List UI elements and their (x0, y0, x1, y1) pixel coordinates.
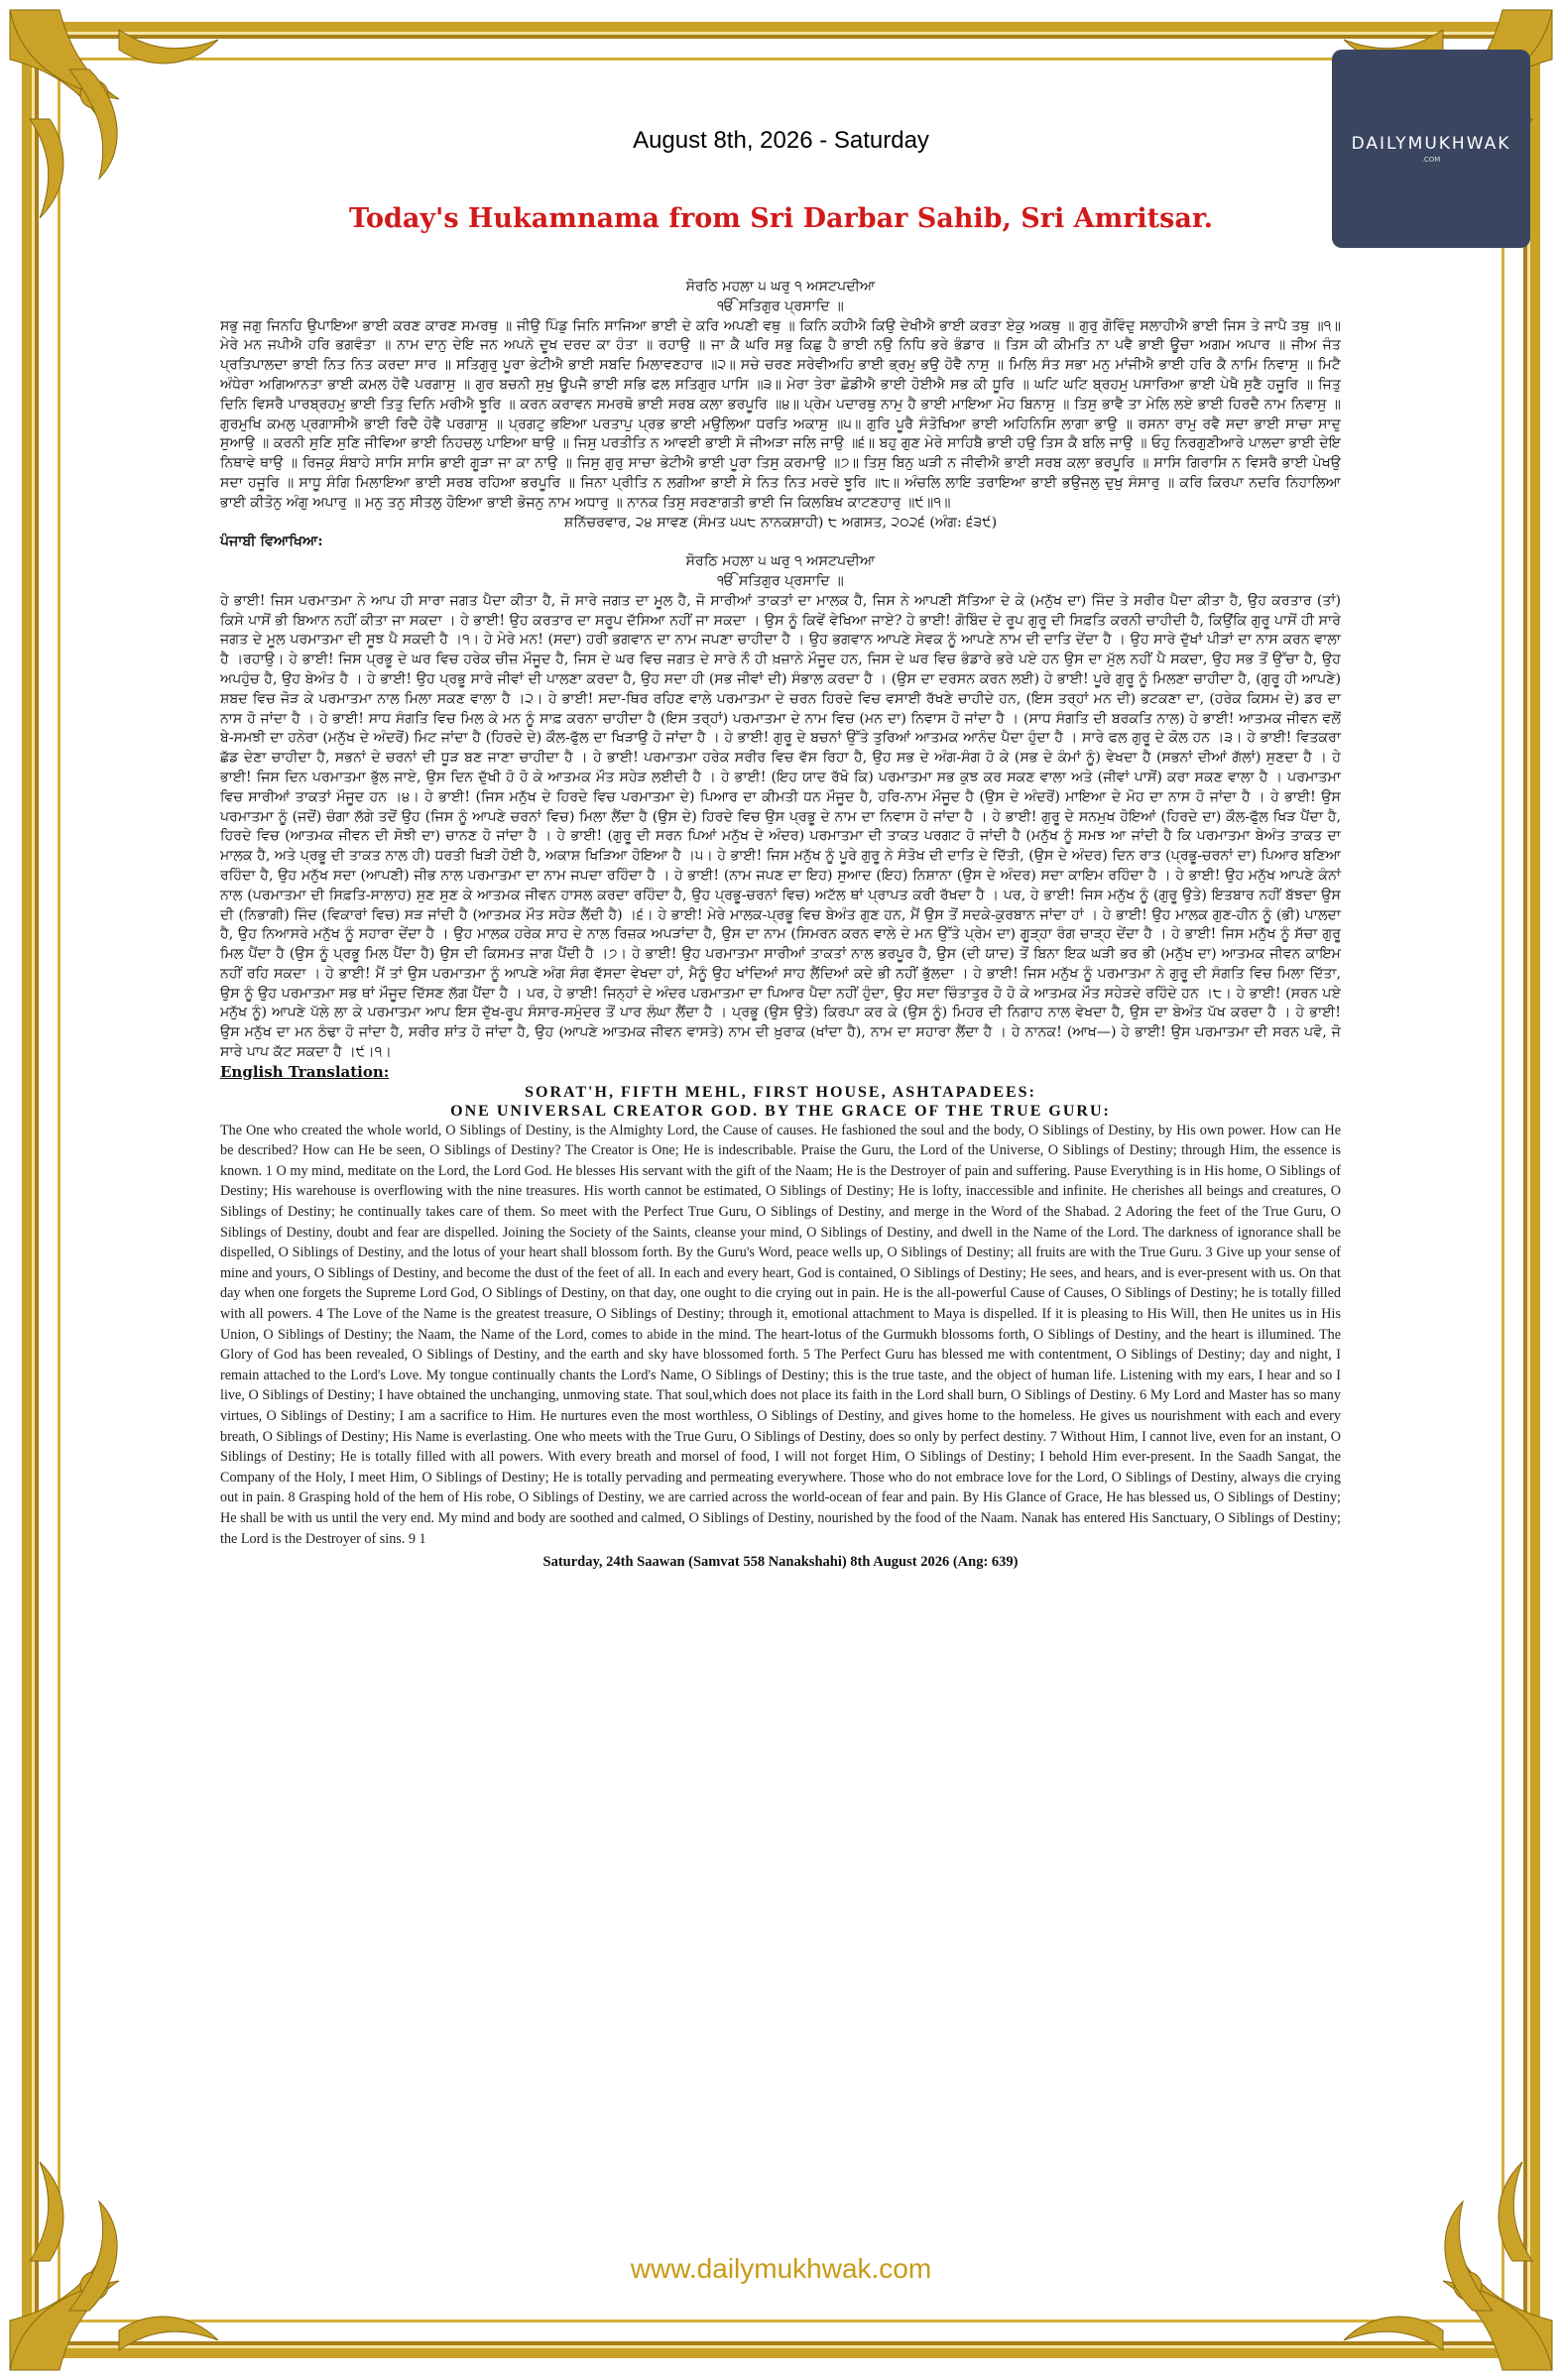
english-translation-text: The One who created the whole world, O Siblings of Destiny, is the Almighty Lord, the Cause of causes. He fashioned the soul and the body, O Siblings of Destiny, by His own power. How can He be described? How can He be seen, O Siblings of Destiny? The Creator is One; He is indescribable. Praise the Guru, the Lord of the Universe, O Siblings of Destiny; through Him, the essence is known. 1 O my mind, meditate on the Lord, the Lord God. He blesses His servant with the gift of the Naam; He is the Destroyer of pain and suffering. Pause Everything is in His home, O Siblings of Destiny; His warehouse is overflowing with the nine treasures. His worth cannot be estimated, O Siblings of Destiny; He is lofty, inaccessible and infinite. He cherishes all beings and creatures, O Siblings of Destiny; he continually takes care of them. So meet with the Perfect True Guru, O Siblings of Destiny, and merge in the Word of the Shabad. 2 Adoring the feet of the True Guru, O Siblings of Destiny, doubt and fear are dispelled. Joining the Society of the Saints, cleanse your mind, O Siblings of Destiny, and dwell in the Name of the Lord. The darkness of ignorance shall be dispelled, O Siblings of Destiny, and the lotus of your heart shall blossom forth. By the Guru's Word, peace wells up, O Siblings of Destiny; all fruits are with the True Guru. 3 Give up your sense of mine and yours, O Siblings of Destiny, and become the dust of the feet of all. In each and every heart, God is contained, O Siblings of Destiny; He sees, and hears, and is ever-present with us. On that day when one forgets the Supreme Lord God, O Siblings of Destiny, on that day, one ought to die crying out in pain. He is the all-powerful Cause of Causes, O Siblings of Destiny; he is totally filled with all powers. 4 The Love of the Name is the greatest treasure, O Siblings of Destiny; through it, emotional attachment to Maya is dispelled. If it is pleasing to His Will, then He unites us in His Union, O Siblings of Destiny; the Naam, the Name of the Lord, comes to abide in the mind. The heart-lotus of the Gurmukh blossoms forth, O Siblings of Destiny, and the heart is illumined. The Glory of God has been revealed, O Siblings of Destiny, and the earth and sky have blossomed forth. 5 The Perfect Guru has blessed me with contentment, O Siblings of Destiny; day and night, I remain attached to the Lord's Love. My tongue continually chants the Lord's Name, O Siblings of Destiny; this is the true taste, and the object of human life. Listening with my ears, I hear and so I live, O Siblings of Destiny; I have obtained the unchanging, unmoving state. That soul,which does not place its faith in the Lord shall burn, O Siblings of Destiny. 6 My Lord and Master has so many virtues, O Siblings of Destiny; I am a sacrifice to Him. He nurtures even the most worthless, O Siblings of Destiny, and gives home to the homeless. He gives us nourishment with each and every breath, O Siblings of Destiny; His Name is everlasting. One who meets with the True Guru, O Siblings of Destiny, does so only by perfect destiny. 7 Without Him, I cannot live, even for an instant, O Siblings of Destiny; He is totally filled with all powers. With every breath and morsel of food, I will not forget Him, O Siblings of Destiny; I behold Him ever-present. In the Saadh Sangat, the Company of the Holy, I meet Him, O Siblings of Destiny; He is totally pervading and permeating everywhere. Those who do not embrace love for the Lord, O Siblings of Destiny, always die crying out in pain. 8 Grasping hold of the hem of His robe, O Siblings of Destiny, we are carried across the world-ocean of fear and pain. By His Glance of Grace, He has blessed us, O Siblings of Destiny; He shall be with us until the very end. My mind and body are soothed and calmed, O Siblings of Destiny, nourished by the food of the Naam. Nanak has entered His Sanctuary, O Siblings of Destiny; the Lord is the Destroyer of sins. 9 1 (220, 1122, 1341, 1547)
page-title: Today's Hukamnama from Sri Darbar Sahib, Sri Amritsar. (348, 203, 1213, 234)
page-date: August 8th, 2026 - Saturday (633, 127, 929, 154)
punjabi-mool-mantar: ੴ ਸਤਿਗੁਰ ਪ੍ਰਸਾਦਿ ॥ (717, 572, 844, 589)
gurbani-date-line: ਸ਼ਨਿੱਚਰਵਾਰ, ੨੪ ਸਾਵਣ (ਸੰਮਤ ੫੫੮ ਨਾਨਕਸ਼ਾਹੀ) ੮ ਅਗਸਤ, ੨੦੨੬ (ਅੰਗ: ੬੩੯) (563, 514, 998, 531)
english-section-label: English Translation: (220, 1062, 390, 1081)
gurbani-mool-mantar: ੴ ਸਤਿਗੁਰ ਪ੍ਰਸਾਦਿ ॥ (717, 298, 844, 314)
punjabi-heading: ਸੋਰਠਿ ਮਹਲਾ ੫ ਘਰੁ ੧ ਅਸਟਪਦੀਆ (685, 553, 876, 570)
hukamnama-content (220, 278, 1341, 1573)
punjabi-vyakhya-text: ਹੇ ਭਾਈ! ਜਿਸ ਪਰਮਾਤਮਾ ਨੇ ਆਪ ਹੀ ਸਾਰਾ ਜਗਤ ਪੈਦਾ ਕੀਤਾ ਹੈ, ਜੋ ਸਾਰੇ ਜਗਤ ਦਾ ਮੂਲ ਹੈ, ਜੋ ਸਾਰੀਆਂ ਤਾਕਤਾਂ ਦਾ ਮਾਲਕ ਹੈ, ਜਿਸ ਨੇ ਆਪਣੀ ਸੱਤਿਆ ਦੇ ਕੇ (ਮਨੁੱਖ ਦਾ) ਜਿੰਦ ਤੇ ਸਰੀਰ ਪੈਦਾ ਕੀਤਾ ਹੈ, ਉਹ ਕਰਤਾਰ (ਤਾਂ) ਕਿਸੇ ਪਾਸੋਂ ਭੀ ਬਿਆਨ ਨਹੀਂ ਕੀਤਾ ਜਾ ਸਕਦਾ । ਹੇ ਭਾਈ! ਉਹ ਕਰਤਾਰ ਦਾ ਸਰੂਪ ਦੱਸਿਆ ਨਹੀਂ ਜਾ ਸਕਦਾ । ਉਸ ਨੂੰ ਕਿਵੇਂ ਵੇਖਿਆ ਜਾਏ? ਹੇ ਭਾਈ! ਗੋਬਿੰਦ ਦੇ ਰੂਪ ਗੁਰੂ ਦੀ ਸਿਫ਼ਤਿ ਕਰਨੀ ਚਾਹੀਦੀ ਹੈ, ਕਿਉਂਕਿ ਗੁਰੂ ਪਾਸੋਂ ਹੀ ਸਾਰੇ ਜਗਤ ਦੇ ਮੂਲ ਪਰਮਾਤਮਾ ਦੀ ਸੂਝ ਪੈ ਸਕਦੀ ਹੈ ।੧। ਹੇ ਮੇਰੇ ਮਨ! (ਸਦਾ) ਹਰੀ ਭਗਵਾਨ ਦਾ ਨਾਮ ਜਪਣਾ ਚਾਹੀਦਾ ਹੈ । ਉਹ ਭਗਵਾਨ ਆਪਣੇ ਸੇਵਕ ਨੂੰ ਆਪਣੇ ਨਾਮ ਦੀ ਦਾਤਿ ਦੇਂਦਾ ਹੈ । ਉਹ ਸਾਰੇ ਦੁੱਖਾਂ ਪੀੜਾਂ ਦਾ ਨਾਸ ਕਰਨ ਵਾਲਾ ਹੈ ।ਰਹਾਉ। ਹੇ ਭਾਈ! ਜਿਸ ਪ੍ਰਭੂ ਦੇ ਘਰ ਵਿਚ ਹਰੇਕ ਚੀਜ਼ ਮੌਜੂਦ ਹੈ, ਜਿਸ ਦੇ ਘਰ ਵਿਚ ਜਗਤ ਦੇ ਸਾਰੇ ਨੌ ਹੀ ਖ਼ਜ਼ਾਨੇ ਮੌਜੂਦ ਹਨ, ਜਿਸ ਦੇ ਘਰ ਵਿਚ ਭੰਡਾਰੇ ਭਰੇ ਪਏ ਹਨ ਉਸ ਦਾ ਮੁੱਲ ਨਹੀਂ ਪੈ ਸਕਦਾ, ਉਹ ਸਭ ਤੋਂ ਉੱਚਾ ਹੈ, ਉਹ ਅਪਹੁੰਚ ਹੈ, ਉਹ ਬੇਅੰਤ ਹੈ । ਹੇ ਭਾਈ! ਉਹ ਪ੍ਰਭੂ ਸਾਰੇ ਜੀਵਾਂ ਦੀ ਪਾਲਣਾ ਕਰਦਾ ਹੈ, ਉਹ ਸਦਾ ਹੀ (ਸਭ ਜੀਵਾਂ ਦੀ) ਸੰਭਾਲ ਕਰਦਾ ਹੈ । (ਉਸ ਦਾ ਦਰਸਨ ਕਰਨ ਲਈ) ਹੇ ਭਾਈ! ਪੂਰੇ ਗੁਰੂ ਨੂੰ ਮਿਲਣਾ ਚਾਹੀਦਾ ਹੈ, (ਗੁਰੂ ਹੀ ਆਪਣੇ) ਸ਼ਬਦ ਵਿਚ ਜੋੜ ਕੇ ਪਰਮਾਤਮਾ ਨਾਲ ਮਿਲਾ ਸਕਣ ਵਾਲਾ ਹੈ ।੨। ਹੇ ਭਾਈ! ਸਦਾ-ਥਿਰ ਰਹਿਣ ਵਾਲੇ ਪਰਮਾਤਮਾ ਦੇ ਚਰਨ ਹਿਰਦੇ ਵਿਚ ਵਸਾਈ ਰੱਖਣੇ ਚਾਹੀਦੇ ਹਨ, (ਇਸ ਤਰ੍ਹਾਂ ਮਨ ਦੀ) ਭਟਕਣਾ ਦਾ, (ਹਰੇਕ ਕਿਸਮ ਦੇ) ਡਰ ਦਾ ਨਾਸ ਹੋ ਜਾਂਦਾ ਹੈ । ਹੇ ਭਾਈ! ਸਾਧ ਸੰਗਤਿ ਵਿਚ ਮਿਲ ਕੇ ਮਨ ਨੂੰ ਸਾਫ਼ ਕਰਨਾ ਚਾਹੀਦਾ ਹੈ (ਇਸ ਤਰ੍ਹਾਂ) ਪਰਮਾਤਮਾ ਦੇ ਨਾਮ ਵਿਚ (ਮਨ ਦਾ) ਨਿਵਾਸ ਹੋ ਜਾਂਦਾ ਹੈ । (ਸਾਧ ਸੰਗਤਿ ਦੀ ਬਰਕਤਿ ਨਾਲ) ਹੇ ਭਾਈ! ਆਤਮਕ ਜੀਵਨ ਵਲੋਂ ਬੇ-ਸਮਝੀ ਦਾ ਹਨੇਰਾ (ਮਨੁੱਖ ਦੇ ਅੰਦਰੋਂ) ਮਿਟ ਜਾਂਦਾ ਹੈ (ਹਿਰਦੇ ਦੇ) ਕੌਲ-ਫੁੱਲ ਦਾ ਖਿੜਾਉ ਹੋ ਜਾਂਦਾ ਹੈ । ਹੇ ਭਾਈ! ਗੁਰੂ ਦੇ ਬਚਨਾਂ ਉੱਤੇ ਤੁਰਿਆਂ ਆਤਮਕ ਆਨੰਦ ਪੈਦਾ ਹੁੰਦਾ ਹੈ । ਸਾਰੇ ਫਲ ਗੁਰੂ ਦੇ ਕੋਲ ਹਨ ।੩। ਹੇ ਭਾਈ! ਵਿਤਕਰਾ ਛੱਡ ਦੇਣਾ ਚਾਹੀਦਾ ਹੈ, ਸਭਨਾਂ ਦੇ ਚਰਨਾਂ ਦੀ ਧੂੜ ਬਣ ਜਾਣਾ ਚਾਹੀਦਾ ਹੈ । ਹੇ ਭਾਈ! ਪਰਮਾਤਮਾ ਹਰੇਕ ਸਰੀਰ ਵਿਚ ਵੱਸ ਰਿਹਾ ਹੈ, ਉਹ ਸਭ ਦੇ ਅੰਗ-ਸੰਗ ਹੋ ਕੇ (ਸਭ ਦੇ ਕੰਮਾਂ ਨੂੰ) ਵੇਖਦਾ ਹੈ (ਸਭਨਾਂ ਦੀਆਂ ਗੱਲਾਂ) ਸੁਣਦਾ ਹੈ । ਹੇ ਭਾਈ! ਜਿਸ ਦਿਨ ਪਰਮਾਤਮਾ ਭੁੱਲ ਜਾਏ, ਉਸ ਦਿਨ ਦੁੱਖੀ ਹੋ ਹੋ ਕੇ ਆਤਮਕ ਮੌਤ ਸਹੇੜ ਲਈਦੀ ਹੈ । ਹੇ ਭਾਈ! (ਇਹ ਯਾਦ ਰੱਖੋ ਕਿ) ਪਰਮਾਤਮਾ ਸਭ ਕੁਝ ਕਰ ਸਕਣ ਵਾਲਾ ਅਤੇ (ਜੀਵਾਂ ਪਾਸੋਂ) ਕਰਾ ਸਕਣ ਵਾਲਾ ਹੈ । ਪਰਮਾਤਮਾ ਵਿਚ ਸਾਰੀਆਂ ਤਾਕਤਾਂ ਮੌਜੂਦ ਹਨ ।੪। ਹੇ ਭਾਈ! (ਜਿਸ ਮਨੁੱਖ ਦੇ ਹਿਰਦੇ ਵਿਚ ਪਰਮਾਤਮਾ ਦੇ) ਪਿਆਰ ਦਾ ਕੀਮਤੀ ਧਨ ਮੌਜੂਦ ਹੈ, ਹਰਿ-ਨਾਮ ਮੌਜੂਦ ਹੈ (ਉਸ ਦੇ ਅੰਦਰੋਂ) ਮਾਇਆ ਦੇ ਮੋਹ ਦਾ ਨਾਸ ਹੋ ਜਾਂਦਾ ਹੈ । ਹੇ ਭਾਈ! ਉਸ ਪਰਮਾਤਮਾ ਨੂੰ (ਜਦੋਂ) ਚੰਗਾ ਲੱਗੇ ਤਦੋਂ ਉਹ (ਜਿਸ ਨੂੰ ਆਪਣੇ ਚਰਨਾਂ ਵਿਚ) ਮਿਲਾ ਲੈਂਦਾ ਹੈ (ਉਸ ਦੇ) ਹਿਰਦੇ ਵਿਚ ਉਸ ਪ੍ਰਭੂ ਦੇ ਨਾਮ ਦਾ ਨਿਵਾਸ ਹੋ ਜਾਂਦਾ ਹੈ । ਹੇ ਭਾਈ! ਗੁਰੂ ਦੇ ਸਨਮੁਖ ਹੋਇਆਂ (ਹਿਰਦੇ ਦਾ) ਕੌਲ-ਫੁੱਲ ਖਿੜ ਪੈਂਦਾ ਹੈ, ਹਿਰਦੇ ਵਿਚ (ਆਤਮਕ ਜੀਵਨ ਦੀ ਸੋਝੀ ਦਾ) ਚਾਨਣ ਹੋ ਜਾਂਦਾ ਹੈ । ਹੇ ਭਾਈ! (ਗੁਰੂ ਦੀ ਸਰਨ ਪਿਆਂ ਮਨੁੱਖ ਦੇ ਅੰਦਰ) ਪਰਮਾਤਮਾ ਦੀ ਤਾਕਤ ਪਰਗਟ ਹੋ ਜਾਂਦੀ ਹੈ (ਮਨੁੱਖ ਨੂੰ ਸਮਝ ਆ ਜਾਂਦੀ ਹੈ ਕਿ ਪਰਮਾਤਮਾ ਬੇਅੰਤ ਤਾਕਤ ਦਾ ਮਾਲਕ ਹੈ, ਅਤੇ ਪ੍ਰਭੂ ਦੀ ਤਾਕਤ ਨਾਲ ਹੀ) ਧਰਤੀ ਖਿੜੀ ਹੋਈ ਹੈ, ਅਕਾਸ਼ ਖਿੜਿਆ ਹੋਇਆ ਹੈ ।੫। ਹੇ ਭਾਈ! ਜਿਸ ਮਨੁੱਖ ਨੂੰ ਪੂਰੇ ਗੁਰੂ ਨੇ ਸੰਤੋਖ ਦੀ ਦਾਤਿ ਦੇ ਦਿੱਤੀ, (ਉਸ ਦੇ ਅੰਦਰ) ਦਿਨ ਰਾਤ (ਪ੍ਰਭੂ-ਚਰਨਾਂ ਦਾ) ਪਿਆਰ ਬਣਿਆ ਰਹਿੰਦਾ ਹੈ, ਉਹ ਮਨੁੱਖ ਸਦਾ (ਆਪਣੀ) ਜੀਭ ਨਾਲ ਪਰਮਾਤਮਾ ਦਾ ਨਾਮ ਜਪਦਾ ਰਹਿੰਦਾ ਹੈ । ਹੇ ਭਾਈ! (ਨਾਮ ਜਪਣ ਦਾ ਇਹ) ਸੁਆਦ (ਇਹ) ਨਿਸ਼ਾਨਾ (ਉਸ ਦੇ ਅੰਦਰ) ਸਦਾ ਕਾਇਮ ਰਹਿੰਦਾ ਹੈ । ਹੇ ਭਾਈ! ਉਹ ਮਨੁੱਖ ਆਪਣੇ ਕੰਨਾਂ ਨਾਲ (ਪਰਮਾਤਮਾ ਦੀ ਸਿਫ਼ਤਿ-ਸਾਲਾਹ) ਸੁਣ ਸੁਣ ਕੇ ਆਤਮਕ ਜੀਵਨ ਹਾਸਲ ਕਰਦਾ ਰਹਿੰਦਾ ਹੈ, ਉਹ ਪ੍ਰਭੂ-ਚਰਨਾਂ ਵਿਚ) ਅਟੱਲ ਥਾਂ ਪ੍ਰਾਪਤ ਕਰੀ ਰੱਖਦਾ ਹੈ । ਪਰ, ਹੇ ਭਾਈ! ਜਿਸ ਮਨੁੱਖ ਨੂੰ (ਗੁਰੂ ਉਤੇ) ਇਤਬਾਰ ਨਹੀਂ ਬੱਝਦਾ ਉਸ ਦੀ (ਨਿਭਾਗੀ) ਜਿੰਦ (ਵਿਕਾਰਾਂ ਵਿਚ) ਸੜ ਜਾਂਦੀ ਹੈ (ਆਤਮਕ ਮੌਤ ਸਹੇੜ ਲੈਂਦੀ ਹੈ) ।੬। ਹੇ ਭਾਈ! ਮੇਰੇ ਮਾਲਕ-ਪ੍ਰਭੂ ਵਿਚ ਬੇਅੰਤ ਗੁਣ ਹਨ, ਮੈਂ ਉਸ ਤੋਂ ਸਦਕੇ-ਕੁਰਬਾਨ ਜਾਂਦਾ ਹਾਂ । ਹੇ ਭਾਈ! ਉਹ ਮਾਲਕ ਗੁਣ-ਹੀਨ ਨੂੰ (ਭੀ) ਪਾਲਦਾ ਹੈ, ਉਹ ਨਿਆਸਰੇ ਮਨੁੱਖ ਨੂੰ ਸਹਾਰਾ ਦੇਂਦਾ ਹੈ । ਉਹ ਮਾਲਕ ਹਰੇਕ ਸਾਹ ਦੇ ਨਾਲ ਰਿਜ਼ਕ ਅਪੜਾਂਦਾ ਹੈ, ਉਸ ਦਾ ਨਾਮ (ਸਿਮਰਨ ਕਰਨ ਵਾਲੇ ਦੇ ਮਨ ਉੱਤੇ ਪ੍ਰੇਮ ਦਾ) ਗੂੜ੍ਹਾ ਰੰਗ ਚਾੜ੍ਹ ਦੇਂਦਾ ਹੈ । ਹੇ ਭਾਈ! ਜਿਸ ਮਨੁੱਖ ਨੂੰ ਸੱਚਾ ਗੁਰੂ ਮਿਲ ਪੈਂਦਾ ਹੈ (ਉਸ ਨੂੰ ਪ੍ਰਭੂ ਮਿਲ ਪੈਂਦਾ ਹੈ) ਉਸ ਦੀ ਕਿਸਮਤ ਜਾਗ ਪੈਂਦੀ ਹੈ ।੭। ਹੇ ਭਾਈ! ਉਹ ਪਰਮਾਤਮਾ ਸਾਰੀਆਂ ਤਾਕਤਾਂ ਨਾਲ ਭਰਪੂਰ ਹੈ, ਉਸ (ਦੀ ਯਾਦ) ਤੋਂ ਬਿਨਾ ਇਕ ਘੜੀ ਭਰ ਭੀ (ਮਨੁੱਖ ਦਾ) ਆਤਮਕ ਜੀਵਨ ਕਾਇਮ ਨਹੀਂ ਰਹਿ ਸਕਦਾ । ਹੇ ਭਾਈ! ਮੈਂ ਤਾਂ ਉਸ ਪਰਮਾਤਮਾ ਨੂੰ ਆਪਣੇ ਅੰਗ ਸੰਗ ਵੱਸਦਾ ਵੇਖਦਾ ਹਾਂ, ਮੈਨੂੰ ਉਹ ਖਾਂਦਿਆਂ ਸਾਹ ਲੈਂਦਿਆਂ ਕਦੇ ਭੀ ਨਹੀਂ ਭੁੱਲਦਾ । ਹੇ ਭਾਈ! ਜਿਸ ਮਨੁੱਖ ਨੂੰ ਪਰਮਾਤਮਾ ਨੇ ਗੁਰੂ ਦੀ ਸੰਗਤਿ ਵਿਚ ਮਿਲਾ ਦਿੱਤਾ, ਉਸ ਨੂੰ ਉਹ ਪਰਮਾਤਮਾ ਸਭ ਥਾਂ ਮੌਜੂਦ ਦਿੱਸਣ ਲੱਗ ਪੈਂਦਾ ਹੈ । ਪਰ, ਹੇ ਭਾਈ! ਜਿਨ੍ਹਾਂ ਦੇ ਅੰਦਰ ਪਰਮਾਤਮਾ ਦਾ ਪਿਆਰ ਪੈਦਾ ਨਹੀਂ ਹੁੰਦਾ, ਉਹ ਸਦਾ ਚਿੰਤਾਤੁਰ ਹੋ ਹੋ ਕੇ ਆਤਮਕ ਮੌਤ ਸਹੇੜਦੇ ਰਹਿੰਦੇ ਹਨ ।੮। ਹੇ ਭਾਈ! (ਸਰਨ ਪਏ ਮਨੁੱਖ ਨੂੰ) ਆਪਣੇ ਪੱਲੇ ਲਾ ਕੇ ਪਰਮਾਤਮਾ ਆਪ ਇਸ ਦੁੱਖ-ਰੂਪ ਸੰਸਾਰ-ਸਮੁੰਦਰ ਤੋਂ ਪਾਰ ਲੰਘਾ ਲੈਂਦਾ ਹੈ । ਪ੍ਰਭੂ (ਉਸ ਉਤੇ) ਕਿਰਪਾ ਕਰ ਕੇ (ਉਸ ਨੂੰ) ਮਿਹਰ ਦੀ ਨਿਗਾਹ ਨਾਲ ਵੇਖਦਾ ਹੈ, ਉਸ ਦਾ ਬੇਅੰਤ ਪੱਖ ਕਰਦਾ ਹੈ । ਹੇ ਭਾਈ! ਉਸ ਮਨੁੱਖ ਦਾ ਮਨ ਠੰਢਾ ਹੋ ਜਾਂਦਾ ਹੈ, ਸਰੀਰ ਸ਼ਾਂਤ ਹੋ ਜਾਂਦਾ ਹੈ, ਉਹ (ਆਪਣੇ ਆਤਮਕ ਜੀਵਨ ਵਾਸਤੇ) ਨਾਮ ਦੀ ਖ਼ੁਰਾਕ (ਖਾਂਦਾ ਹੈ), ਨਾਮ ਦਾ ਸਹਾਰਾ ਲੈਂਦਾ ਹੈ । ਹੇ ਨਾਨਕ! (ਆਖ—) ਹੇ ਭਾਈ! ਉਸ ਪਰਮਾਤਮਾ ਦੀ ਸਰਨ ਪਵੋ, ਜੋ ਸਾਰੇ ਪਾਪ ਕੱਟ ਸਕਦਾ ਹੈ ।੯।੧। (220, 592, 1341, 1061)
english-heading: SORAT'H, FIFTH MEHL, FIRST HOUSE, ASHTAPADEES: (525, 1083, 1036, 1101)
logo-subtext: .COM (1421, 156, 1441, 164)
english-date-footer: Saturday, 24th Saawan (Samvat 558 Nanakshahi) 8th August 2026 (Ang: 639) (542, 1554, 1019, 1571)
english-subheading: ONE UNIVERSAL CREATOR GOD. BY THE GRACE OF THE TRUE GURU: (450, 1102, 1111, 1120)
logo-text: DAILYMUKHWAK (1351, 134, 1511, 154)
punjabi-section-label: ਪੰਜਾਬੀ ਵਿਆਖਿਆ: (220, 534, 323, 550)
gurbani-text: ਸਭੁ ਜਗੁ ਜਿਨਹਿ ਉਪਾਇਆ ਭਾਈ ਕਰਣ ਕਾਰਣ ਸਮਰਥੁ ॥ ਜੀਉ ਪਿੰਡੁ ਜਿਨਿ ਸਾਜਿਆ ਭਾਈ ਦੇ ਕਰਿ ਅਪਣੀ ਵਥੁ ॥ ਕਿਨਿ ਕਹੀਐ ਕਿਉ ਦੇਖੀਐ ਭਾਈ ਕਰਤਾ ਏਕੁ ਅਕਥੁ ॥ ਗੁਰੁ ਗੋਵਿੰਦੁ ਸਲਾਹੀਐ ਭਾਈ ਜਿਸ ਤੇ ਜਾਪੈ ਤਥੁ ॥੧॥ ਮੇਰੇ ਮਨ ਜਪੀਐ ਹਰਿ ਭਗਵੰਤਾ ॥ ਨਾਮ ਦਾਨੁ ਦੇਇ ਜਨ ਅਪਨੇ ਦੂਖ ਦਰਦ ਕਾ ਹੰਤਾ ॥ ਰਹਾਉ ॥ ਜਾ ਕੈ ਘਰਿ ਸਭੁ ਕਿਛੁ ਹੈ ਭਾਈ ਨਉ ਨਿਧਿ ਭਰੇ ਭੰਡਾਰ ॥ ਤਿਸ ਕੀ ਕੀਮਤਿ ਨਾ ਪਵੈ ਭਾਈ ਊਚਾ ਅਗਮ ਅਪਾਰ ॥ ਜੀਅ ਜੰਤ ਪ੍ਰਤਿਪਾਲਦਾ ਭਾਈ ਨਿਤ ਨਿਤ ਕਰਦਾ ਸਾਰ ॥ ਸਤਿਗੁਰੁ ਪੂਰਾ ਭੇਟੀਐ ਭਾਈ ਸਬਦਿ ਮਿਲਾਵਣਹਾਰ ॥੨॥ ਸਚੇ ਚਰਣ ਸਰੇਵੀਅਹਿ ਭਾਈ ਭ੍ਰਮੁ ਭਉ ਹੋਵੈ ਨਾਸੁ ॥ ਮਿਲਿ ਸੰਤ ਸਭਾ ਮਨੁ ਮਾਂਜੀਐ ਭਾਈ ਹਰਿ ਕੈ ਨਾਮਿ ਨਿਵਾਸੁ ॥ ਮਿਟੈ ਅੰਧੇਰਾ ਅਗਿਆਨਤਾ ਭਾਈ ਕਮਲ ਹੋਵੈ ਪਰਗਾਸੁ ॥ ਗੁਰ ਬਚਨੀ ਸੁਖੁ ਊਪਜੈ ਭਾਈ ਸਭਿ ਫਲ ਸਤਿਗੁਰ ਪਾਸਿ ॥੩॥ ਮੇਰਾ ਤੇਰਾ ਛੋਡੀਐ ਭਾਈ ਹੋਈਐ ਸਭ ਕੀ ਧੂਰਿ ॥ ਘਟਿ ਘਟਿ ਬ੍ਰਹਮੁ ਪਸਾਰਿਆ ਭਾਈ ਪੇਖੈ ਸੁਣੈ ਹਜੂਰਿ ॥ ਜਿਤੁ ਦਿਨਿ ਵਿਸਰੈ ਪਾਰਬ੍ਰਹਮੁ ਭਾਈ ਤਿਤੁ ਦਿਨਿ ਮਰੀਐ ਝੂਰਿ ॥ ਕਰਨ ਕਰਾਵਨ ਸਮਰਥੋ ਭਾਈ ਸਰਬ ਕਲਾ ਭਰਪੂਰਿ ॥੪॥ ਪ੍ਰੇਮ ਪਦਾਰਥੁ ਨਾਮੁ ਹੈ ਭਾਈ ਮਾਇਆ ਮੋਹ ਬਿਨਾਸੁ ॥ ਤਿਸੁ ਭਾਵੈ ਤਾ ਮੇਲਿ ਲਏ ਭਾਈ ਹਿਰਦੈ ਨਾਮ ਨਿਵਾਸੁ ॥ ਗੁਰਮੁਖਿ ਕਮਲੁ ਪ੍ਰਗਾਸੀਐ ਭਾਈ ਰਿਦੈ ਹੋਵੈ ਪਰਗਾਸੁ ॥ ਪ੍ਰਗਟੁ ਭਇਆ ਪਰਤਾਪੁ ਪ੍ਰਭ ਭਾਈ ਮਉਲਿਆ ਧਰਤਿ ਅਕਾਸੁ ॥੫॥ ਗੁਰਿ ਪੂਰੈ ਸੰਤੋਖਿਆ ਭਾਈ ਅਹਿਨਿਸਿ ਲਾਗਾ ਭਾਉ ॥ ਰਸਨਾ ਰਾਮੁ ਰਵੈ ਸਦਾ ਭਾਈ ਸਾਚਾ ਸਾਦੁ ਸੁਆਉ ॥ ਕਰਨੀ ਸੁਣਿ ਸੁਣਿ ਜੀਵਿਆ ਭਾਈ ਨਿਹਚਲੁ ਪਾਇਆ ਥਾਉ ॥ ਜਿਸੁ ਪਰਤੀਤਿ ਨ ਆਵਈ ਭਾਈ ਸੋ ਜੀਅੜਾ ਜਲਿ ਜਾਉ ॥੬॥ ਬਹੁ ਗੁਣ ਮੇਰੇ ਸਾਹਿਬੈ ਭਾਈ ਹਉ ਤਿਸ ਕੈ ਬਲਿ ਜਾਉ ॥ ਓਹੁ ਨਿਰਗੁਣੀਆਰੇ ਪਾਲਦਾ ਭਾਈ ਦੇਇ ਨਿਥਾਵੇ ਥਾਉ ॥ ਰਿਜਕੁ ਸੰਬਾਹੇ ਸਾਸਿ ਸਾਸਿ ਭਾਈ ਗੂੜਾ ਜਾ ਕਾ ਨਾਉ ॥ ਜਿਸੁ ਗੁਰੁ ਸਾਚਾ ਭੇਟੀਐ ਭਾਈ ਪੂਰਾ ਤਿਸੁ ਕਰਮਾਉ ॥੭॥ ਤਿਸੁ ਬਿਨੁ ਘੜੀ ਨ ਜੀਵੀਐ ਭਾਈ ਸਰਬ ਕਲਾ ਭਰਪੂਰਿ ॥ ਸਾਸਿ ਗਿਰਾਸਿ ਨ ਵਿਸਰੈ ਭਾਈ ਪੇਖਉ ਸਦਾ ਹਜੂਰਿ ॥ ਸਾਧੂ ਸੰਗਿ ਮਿਲਾਇਆ ਭਾਈ ਸਰਬ ਰਹਿਆ ਭਰਪੂਰਿ ॥ ਜਿਨਾ ਪ੍ਰੀਤਿ ਨ ਲਗੀਆ ਭਾਈ ਸੇ ਨਿਤ ਨਿਤ ਮਰਦੇ ਝੂਰਿ ॥੮॥ ਅੰਚਲਿ ਲਾਇ ਤਰਾਇਆ ਭਾਈ ਭਉਜਲੁ ਦੁਖੁ ਸੰਸਾਰੁ ॥ ਕਰਿ ਕਿਰਪਾ ਨਦਰਿ ਨਿਹਾਲਿਆ ਭਾਈ ਕੀਤੋਨੁ ਅੰਗੁ ਅਪਾਰੁ ॥ ਮਨੁ ਤਨੁ ਸੀਤਲੁ ਹੋਇਆ ਭਾਈ ਭੋਜਨੁ ਨਾਮ ਅਧਾਰੁ ॥ ਨਾਨਕ ਤਿਸੁ ਸਰਣਾਗਤੀ ਭਾਈ ਜਿ ਕਿਲਬਿਖ ਕਾਟਣਹਾਰੁ ॥੯॥੧॥ (220, 317, 1341, 511)
floral-corner-ornament-icon (0, 0, 228, 228)
website-link[interactable]: www.dailymukhwak.com (630, 2253, 932, 2284)
gurbani-heading: ਸੋਰਠਿ ਮਹਲਾ ੫ ਘਰੁ ੧ ਅਸਟਪਦੀਆ (685, 279, 876, 295)
